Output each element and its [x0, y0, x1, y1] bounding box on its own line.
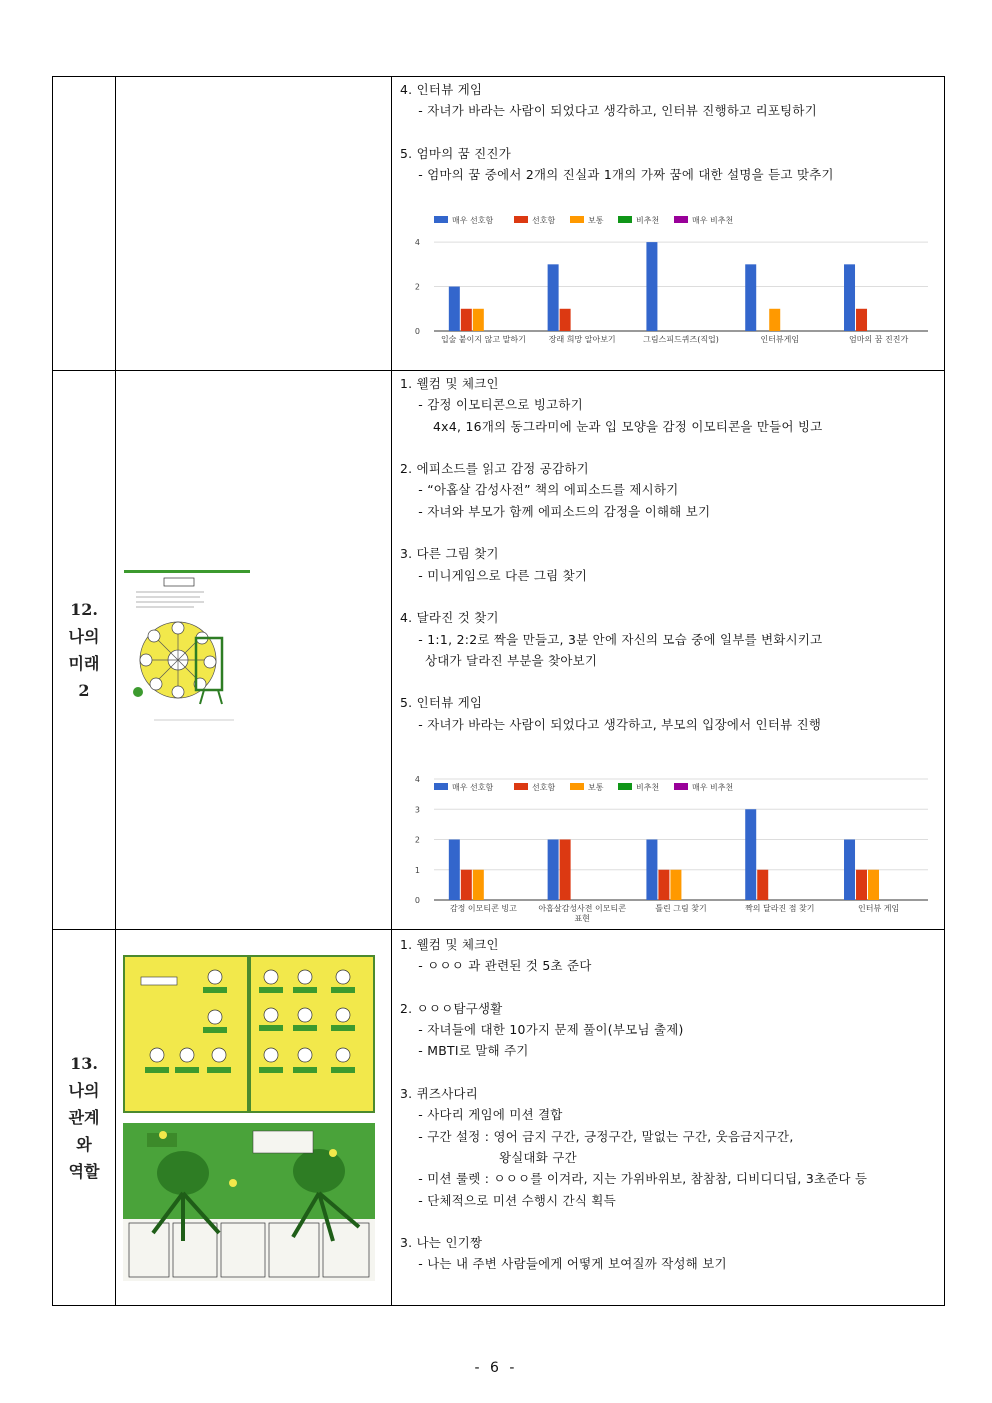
image-cell — [116, 930, 392, 1306]
activity-line: - 자녀가 바라는 사람이 되었다고 생각하고, 인터뷰 진행하고 리포팅하기 — [414, 103, 817, 119]
legend-swatch — [514, 783, 528, 790]
activity-cell — [392, 930, 945, 1306]
bar — [769, 309, 780, 331]
activity-line: 상대가 달라진 부분을 찾아보기 — [425, 652, 598, 668]
legend-swatch — [434, 783, 448, 790]
legend-swatch — [674, 216, 688, 223]
legend-swatch — [618, 783, 632, 790]
legend-swatch — [618, 216, 632, 223]
legend-label: 보통 — [588, 216, 604, 226]
image-cell — [116, 371, 392, 930]
x-tick-label: 인터뷰 게임 — [858, 904, 900, 914]
bar — [473, 870, 484, 900]
bar — [844, 840, 855, 901]
bar — [461, 870, 472, 900]
activity-line: - ㅇㅇㅇ 과 관련된 것 5초 준다 — [414, 958, 592, 974]
legend-label: 매우 선호함 — [452, 783, 494, 793]
legend-swatch — [674, 783, 688, 790]
session-title: 관계 — [68, 1108, 100, 1127]
image-cell — [116, 77, 392, 371]
bar — [745, 265, 756, 332]
y-tick-label: 4 — [414, 238, 420, 248]
x-tick-label: 그림스피드퀴즈(직업) — [643, 335, 719, 345]
y-tick-label: 1 — [414, 865, 420, 875]
activity-line: - 미션 룰렛 : ㅇㅇㅇ를 이겨라, 지는 가위바위보, 참참참, 디비디디딥, 3초준다 등 — [414, 1171, 868, 1187]
session-number: 13. — [70, 1054, 98, 1073]
chart-svg — [400, 773, 936, 923]
legend-swatch — [434, 216, 448, 223]
legend-label: 보통 — [588, 783, 604, 793]
activity-line: 왕실대화 구간 — [499, 1149, 577, 1165]
bar — [560, 309, 571, 331]
activity-line: - 감정 이모티콘으로 빙고하기 — [414, 397, 583, 413]
bar — [560, 840, 571, 901]
legend-swatch — [514, 216, 528, 223]
table-row — [53, 930, 945, 1306]
y-tick-label: 3 — [414, 805, 420, 815]
activity-line: - 사다리 게임에 미션 결합 — [414, 1107, 563, 1123]
x-tick-label: 감정 이모티콘 빙고 — [449, 904, 517, 914]
legend-label: 선호함 — [532, 216, 556, 226]
x-tick-label: 엄마의 꿈 진진가 — [849, 335, 909, 345]
activity-line: 3. 다른 그림 찾기 — [400, 546, 499, 562]
bar — [658, 870, 669, 900]
activity-cell — [392, 77, 945, 371]
book-illustration-octopus — [123, 1123, 375, 1281]
session-title: 미래 — [68, 654, 100, 673]
activity-line: - 자녀가 바라는 사람이 되었다고 생각하고, 부모의 입장에서 인터뷰 진행 — [414, 716, 822, 732]
bar — [646, 243, 657, 332]
table-row — [53, 77, 945, 371]
activity-line: - 1:1, 2:2로 짝을 만들고, 3분 안에 자신의 모습 중에 일부를 변화시키고 — [414, 631, 823, 647]
bar — [449, 287, 460, 331]
bar — [670, 870, 681, 900]
activity-line: - 단체적으로 미션 수행시 간식 획득 — [414, 1192, 616, 1208]
activity-line: - 나는 내 주변 사람들에게 어떻게 보여질까 작성해 보기 — [414, 1256, 727, 1272]
activity-line: 4. 달라진 것 찾기 — [400, 610, 499, 626]
session-cell — [53, 77, 116, 371]
activity-line: 5. 엄마의 꿈 진진가 — [400, 145, 512, 161]
chart-svg — [400, 211, 936, 351]
activity-line: 4. 인터뷰 게임 — [400, 82, 483, 97]
legend-label: 매우 선호함 — [452, 216, 494, 226]
x-tick-label: 표현 — [574, 914, 590, 924]
bar — [856, 309, 867, 331]
activity-line: 4x4, 16개의 동그라미에 눈과 입 모양을 감정 이모티콘을 만들어 빙고 — [433, 418, 823, 434]
session-cell — [53, 930, 116, 1306]
x-tick-label: 인터뷰게임 — [760, 335, 800, 345]
bar — [548, 265, 559, 332]
activity-line: - 자녀와 부모가 함께 에피소드의 감정을 이해해 보기 — [414, 503, 711, 519]
y-tick-label: 0 — [414, 896, 420, 906]
bar — [868, 870, 879, 900]
table-row — [53, 371, 945, 930]
activity-line: 1. 웰컴 및 체크인 — [400, 937, 499, 952]
activity-line: - MBTI로 말해 주기 — [414, 1043, 529, 1059]
bar — [844, 265, 855, 332]
y-tick-label: 0 — [414, 327, 420, 337]
activity-line: 1. 웰컴 및 체크인 — [400, 376, 499, 391]
activity-line: 2. ㅇㅇㅇ탐구생활 — [400, 1000, 503, 1016]
activity-line: 2. 에피소드를 읽고 감정 공감하기 — [400, 461, 589, 477]
session-title: 2 — [78, 681, 90, 700]
preference-chart-1 — [400, 211, 936, 351]
x-tick-label: 입술 붙이지 않고 말하기 — [440, 335, 526, 345]
activity-line: - “아홉살 감성사전” 책의 에피소드를 제시하기 — [414, 482, 679, 498]
legend-swatch — [570, 783, 584, 790]
activity-line: - 엄마의 꿈 중에서 2개의 진실과 1개의 가짜 꿈에 대한 설명을 듣고 맞추기 — [414, 167, 834, 183]
x-tick-label: 짝의 달라진 점 찾기 — [745, 904, 815, 914]
legend-label: 선호함 — [532, 783, 556, 793]
activity-line: - 구간 설정 : 영어 금지 구간, 긍정구간, 말없는 구간, 웃음금지구간, — [414, 1128, 794, 1144]
legend-label: 매우 비추천 — [692, 783, 734, 793]
legend-label: 비추천 — [636, 216, 660, 226]
activity-line: - 자녀들에 대한 10가지 문제 풀이(부모님 출제) — [414, 1022, 684, 1038]
bar — [548, 840, 559, 901]
bar — [461, 309, 472, 331]
legend-label: 매우 비추천 — [692, 216, 734, 226]
program-table — [52, 76, 945, 1306]
book-illustration-ferris-wheel — [124, 570, 254, 730]
bar — [449, 840, 460, 901]
session-title: 나의 — [68, 1081, 100, 1100]
legend-label: 비추천 — [636, 783, 660, 793]
preference-chart-2 — [400, 773, 936, 923]
x-tick-label: 틀린 그림 찾기 — [655, 904, 707, 914]
activity-line: 3. 나는 인기짱 — [400, 1235, 483, 1251]
y-tick-label: 4 — [414, 775, 420, 785]
session-title: 와 — [76, 1135, 92, 1154]
bar — [745, 809, 756, 900]
activity-line: 5. 인터뷰 게임 — [400, 695, 483, 711]
legend-swatch — [570, 216, 584, 223]
bar — [646, 840, 657, 901]
session-cell — [53, 371, 116, 930]
bar — [757, 870, 768, 900]
x-tick-label: 장래 희망 알아보기 — [548, 335, 616, 345]
activity-cell — [392, 371, 945, 930]
x-tick-label: 아홉살감성사전 이모티콘 — [538, 904, 626, 914]
page-number: - 6 - — [474, 1360, 518, 1376]
bar — [856, 870, 867, 900]
session-title: 나의 — [68, 627, 100, 646]
y-tick-label: 2 — [414, 283, 420, 293]
session-title: 역할 — [68, 1162, 100, 1181]
session-number: 12. — [70, 600, 98, 619]
activity-line: - 미니게임으로 다른 그림 찾기 — [414, 567, 588, 583]
book-illustration-faces — [123, 955, 375, 1113]
activity-line: 3. 퀴즈사다리 — [400, 1086, 479, 1102]
bar — [473, 309, 484, 331]
y-tick-label: 2 — [414, 835, 420, 845]
